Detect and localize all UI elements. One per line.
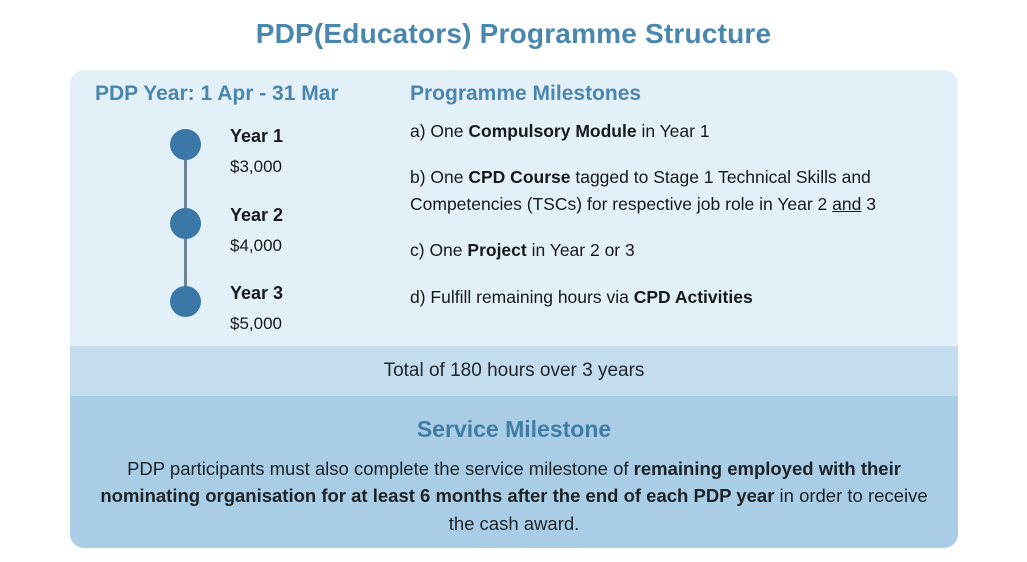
milestone-item-c: c) One Project in Year 2 or 3: [410, 240, 635, 261]
timeline-dot-year3: [170, 286, 201, 317]
year-amount-3: $5,000: [230, 314, 282, 333]
total-hours-text: Total of 180 hours over 3 years: [383, 360, 645, 381]
year-label-1: Year 1: [230, 126, 284, 146]
year-label-2: Year 2: [230, 205, 284, 225]
programme-milestones-heading: Programme Milestones: [410, 82, 642, 105]
service-milestone-text: PDP participants must also complete the service milestone of remaining employed with their nominating organisation for at least 6 months after the end of each PDP year in order to receive the cash award.: [100, 458, 928, 534]
year-timeline: [170, 126, 390, 333]
milestones-section: [70, 70, 958, 346]
total-hours-band: [70, 346, 958, 396]
year-label-3: Year 3: [230, 283, 284, 303]
timeline-dot-year2: [170, 208, 201, 239]
service-milestone-heading: Service Milestone: [416, 416, 612, 442]
structure-card: [70, 70, 958, 548]
milestone-item-b: b) One CPD Course tagged to Stage 1 Technical Skills and Competencies (TSCs) for respective job role in Year 2 and 3: [410, 167, 876, 215]
milestone-list: [410, 118, 940, 330]
year-amount-1: $3,000: [230, 157, 282, 176]
milestone-item-a: a) One Compulsory Module in Year 1: [410, 121, 710, 141]
milestone-item-d: d) Fulfill remaining hours via CPD Activities: [410, 286, 753, 307]
page-title: PDP(Educators) Programme Structure: [255, 18, 772, 49]
service-milestone-section: [70, 396, 958, 548]
year-amount-2: $4,000: [230, 236, 282, 255]
timeline-dot-year1: [170, 129, 201, 160]
pdp-year-heading: PDP Year: 1 Apr - 31 Mar: [95, 82, 339, 105]
